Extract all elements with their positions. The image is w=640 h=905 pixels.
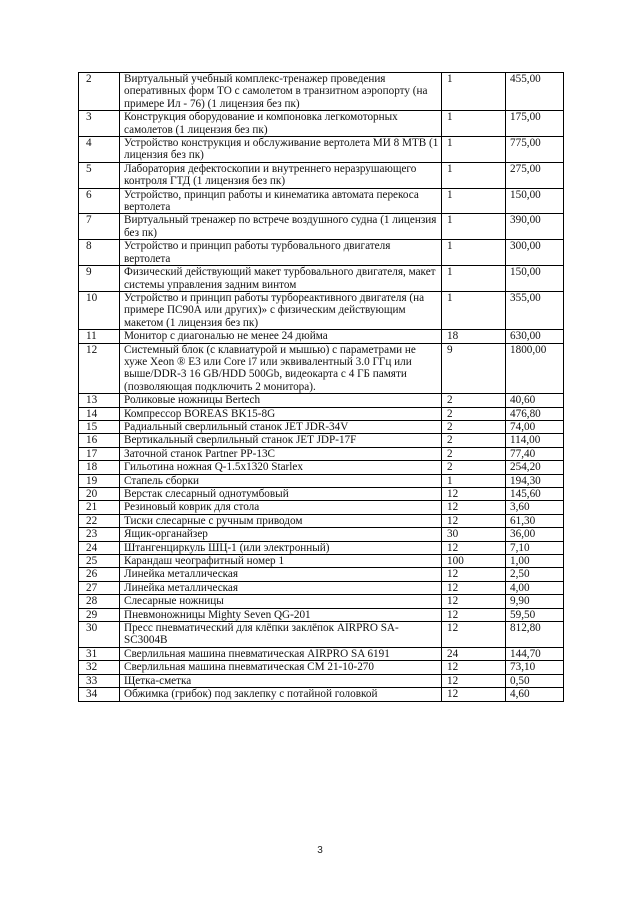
table-row [79,73,564,111]
price-cell: 145,60 [506,488,564,501]
price-cell: 1800,00 [506,343,564,394]
quantity-cell: 2 [442,420,506,433]
quantity-cell: 1 [442,162,506,188]
item-name-cell: Верстак слесарный однотумбовый [120,488,442,501]
quantity-cell: 2 [442,447,506,460]
price-cell: 194,30 [506,474,564,487]
row-number-cell: 3 [79,111,120,137]
item-name-cell: Вертикальный сверлильный станок JET JDP-17F [120,434,442,447]
row-number-cell: 15 [79,420,120,433]
price-cell: 2,50 [506,568,564,581]
equipment-table [78,72,564,702]
row-number-cell: 4 [79,137,120,163]
item-name-cell: Резиновый коврик для стола [120,501,442,514]
item-name-cell: Линейка металлическая [120,568,442,581]
item-name-cell: Роликовые ножницы Bertech [120,394,442,407]
table-row [79,488,564,501]
row-number-cell: 25 [79,555,120,568]
table-row [79,240,564,266]
price-cell: 476,80 [506,407,564,420]
row-number-cell: 24 [79,541,120,554]
item-name-cell: Карандаш чеографитный номер 1 [120,555,442,568]
quantity-cell: 12 [442,674,506,687]
quantity-cell: 18 [442,330,506,343]
quantity-cell: 12 [442,595,506,608]
row-number-cell: 17 [79,447,120,460]
row-number-cell: 8 [79,240,120,266]
item-name-cell: Щетка-сметка [120,674,442,687]
item-name-cell: Пневмоножницы Mighty Seven QG-201 [120,608,442,621]
price-cell: 254,20 [506,461,564,474]
price-cell: 73,10 [506,661,564,674]
table-row [79,647,564,660]
table-row [79,420,564,433]
item-name-cell: Сверлильная машина пневматическая CM 21-10-270 [120,661,442,674]
price-cell: 77,40 [506,447,564,460]
price-cell: 775,00 [506,137,564,163]
row-number-cell: 27 [79,581,120,594]
quantity-cell: 30 [442,528,506,541]
row-number-cell: 18 [79,461,120,474]
quantity-cell: 1 [442,266,506,292]
item-name-cell: Слесарные ножницы [120,595,442,608]
item-name-cell: Линейка металлическая [120,581,442,594]
price-cell: 36,00 [506,528,564,541]
quantity-cell: 1 [442,240,506,266]
row-number-cell: 34 [79,688,120,701]
table-row [79,674,564,687]
equipment-table-body [79,73,564,702]
price-cell: 812,80 [506,622,564,648]
row-number-cell: 31 [79,647,120,660]
quantity-cell: 9 [442,343,506,394]
price-cell: 1,00 [506,555,564,568]
item-name-cell: Физический действующий макет турбовального двигателя, макет системы управления задним винтом [120,266,442,292]
equipment-table-container [78,72,563,702]
row-number-cell: 7 [79,214,120,240]
price-cell: 150,00 [506,266,564,292]
item-name-cell: Тиски слесарные с ручным приводом [120,514,442,527]
item-name-cell: Радиальный сверлильный станок JET JDR-34V [120,420,442,433]
item-name-cell: Устройство конструкция и обслуживание вертолета МИ 8 МТВ (1 лицензия без пк) [120,137,442,163]
quantity-cell: 12 [442,608,506,621]
quantity-cell: 12 [442,568,506,581]
page-number: 3 [317,845,323,856]
quantity-cell: 2 [442,461,506,474]
row-number-cell: 6 [79,188,120,214]
row-number-cell: 23 [79,528,120,541]
table-row [79,330,564,343]
table-row [79,608,564,621]
row-number-cell: 19 [79,474,120,487]
item-name-cell: Пресс пневматический для клёпки заклёпок AIRPRO SA-SC3004B [120,622,442,648]
quantity-cell: 2 [442,434,506,447]
item-name-cell: Ящик-органайзер [120,528,442,541]
item-name-cell: Обжимка (грибок) под заклепку с потайной головкой [120,688,442,701]
item-name-cell: Системный блок (с клавиатурой и мышью) с параметрами не хуже Xeon ® E3 или Core i7 или эквивалентный 3.0 ГГц или выше/DDR-3 16 GB/HDD 500Gb, видеокарта с 4 ГБ памяти (позволяющая подключить 2 монитора). [120,343,442,394]
table-row [79,407,564,420]
quantity-cell: 12 [442,514,506,527]
table-row [79,514,564,527]
table-row [79,581,564,594]
item-name-cell: Монитор с диагональю не менее 24 дюйма [120,330,442,343]
price-cell: 144,70 [506,647,564,660]
table-row [79,266,564,292]
quantity-cell: 100 [442,555,506,568]
item-name-cell: Стапель сборки [120,474,442,487]
table-row [79,188,564,214]
item-name-cell: Заточной станок Partner PP-13C [120,447,442,460]
row-number-cell: 13 [79,394,120,407]
table-row [79,568,564,581]
table-row [79,688,564,701]
price-cell: 355,00 [506,291,564,329]
price-cell: 0,50 [506,674,564,687]
item-name-cell: Устройство, принцип работы и кинематика автомата перекоса вертолета [120,188,442,214]
price-cell: 59,50 [506,608,564,621]
table-row [79,555,564,568]
item-name-cell: Гильотина ножная Q-1.5x1320 Starlex [120,461,442,474]
quantity-cell: 1 [442,474,506,487]
row-number-cell: 9 [79,266,120,292]
quantity-cell: 24 [442,647,506,660]
item-name-cell: Устройство и принцип работы турбореактивного двигателя (на примере ПС90А или других)» с физическим действующим макетом (1 лицензия без пк) [120,291,442,329]
row-number-cell: 20 [79,488,120,501]
quantity-cell: 2 [442,394,506,407]
quantity-cell: 1 [442,73,506,111]
item-name-cell: Виртуальный учебный комплекс-тренажер проведения оперативных форм ТО с самолетом в транзитном аэропорту (на примере Ил - 76) (1 лицензия без пк) [120,73,442,111]
price-cell: 114,00 [506,434,564,447]
quantity-cell: 12 [442,622,506,648]
table-row [79,461,564,474]
row-number-cell: 12 [79,343,120,394]
table-row [79,661,564,674]
item-name-cell: Штангенциркуль ШЦ-1 (или электронный) [120,541,442,554]
item-name-cell: Сверлильная машина пневматическая AIRPRO SA 6191 [120,647,442,660]
quantity-cell: 1 [442,111,506,137]
table-row [79,622,564,648]
row-number-cell: 11 [79,330,120,343]
table-row [79,394,564,407]
price-cell: 4,60 [506,688,564,701]
quantity-cell: 2 [442,407,506,420]
table-row [79,447,564,460]
quantity-cell: 12 [442,541,506,554]
price-cell: 4,00 [506,581,564,594]
price-cell: 275,00 [506,162,564,188]
price-cell: 61,30 [506,514,564,527]
item-name-cell: Конструкция оборудование и компоновка легкомоторных самолетов (1 лицензия без пк) [120,111,442,137]
price-cell: 390,00 [506,214,564,240]
item-name-cell: Лаборатория дефектоскопии и внутреннего неразрушающего контроля ГТД (1 лицензия без пк) [120,162,442,188]
quantity-cell: 12 [442,501,506,514]
row-number-cell: 26 [79,568,120,581]
price-cell: 150,00 [506,188,564,214]
table-row [79,291,564,329]
price-cell: 175,00 [506,111,564,137]
quantity-cell: 1 [442,188,506,214]
quantity-cell: 12 [442,661,506,674]
row-number-cell: 2 [79,73,120,111]
quantity-cell: 12 [442,688,506,701]
price-cell: 40,60 [506,394,564,407]
row-number-cell: 32 [79,661,120,674]
table-row [79,214,564,240]
price-cell: 74,00 [506,420,564,433]
item-name-cell: Устройство и принцип работы турбовального двигателя вертолета [120,240,442,266]
table-row [79,162,564,188]
row-number-cell: 28 [79,595,120,608]
table-row [79,528,564,541]
quantity-cell: 1 [442,137,506,163]
price-cell: 455,00 [506,73,564,111]
row-number-cell: 5 [79,162,120,188]
table-row [79,595,564,608]
quantity-cell: 12 [442,581,506,594]
price-cell: 300,00 [506,240,564,266]
price-cell: 7,10 [506,541,564,554]
row-number-cell: 16 [79,434,120,447]
row-number-cell: 29 [79,608,120,621]
table-row [79,111,564,137]
price-cell: 3,60 [506,501,564,514]
row-number-cell: 21 [79,501,120,514]
item-name-cell: Виртуальный тренажер по встрече воздушного судна (1 лицензия без пк) [120,214,442,240]
table-row [79,137,564,163]
price-cell: 630,00 [506,330,564,343]
quantity-cell: 12 [442,488,506,501]
table-row [79,474,564,487]
table-row [79,501,564,514]
table-row [79,343,564,394]
table-row [79,541,564,554]
row-number-cell: 14 [79,407,120,420]
row-number-cell: 22 [79,514,120,527]
quantity-cell: 1 [442,291,506,329]
row-number-cell: 10 [79,291,120,329]
quantity-cell: 1 [442,214,506,240]
table-row [79,434,564,447]
row-number-cell: 33 [79,674,120,687]
price-cell: 9,90 [506,595,564,608]
row-number-cell: 30 [79,622,120,648]
item-name-cell: Компрессор BOREAS BK15-8G [120,407,442,420]
